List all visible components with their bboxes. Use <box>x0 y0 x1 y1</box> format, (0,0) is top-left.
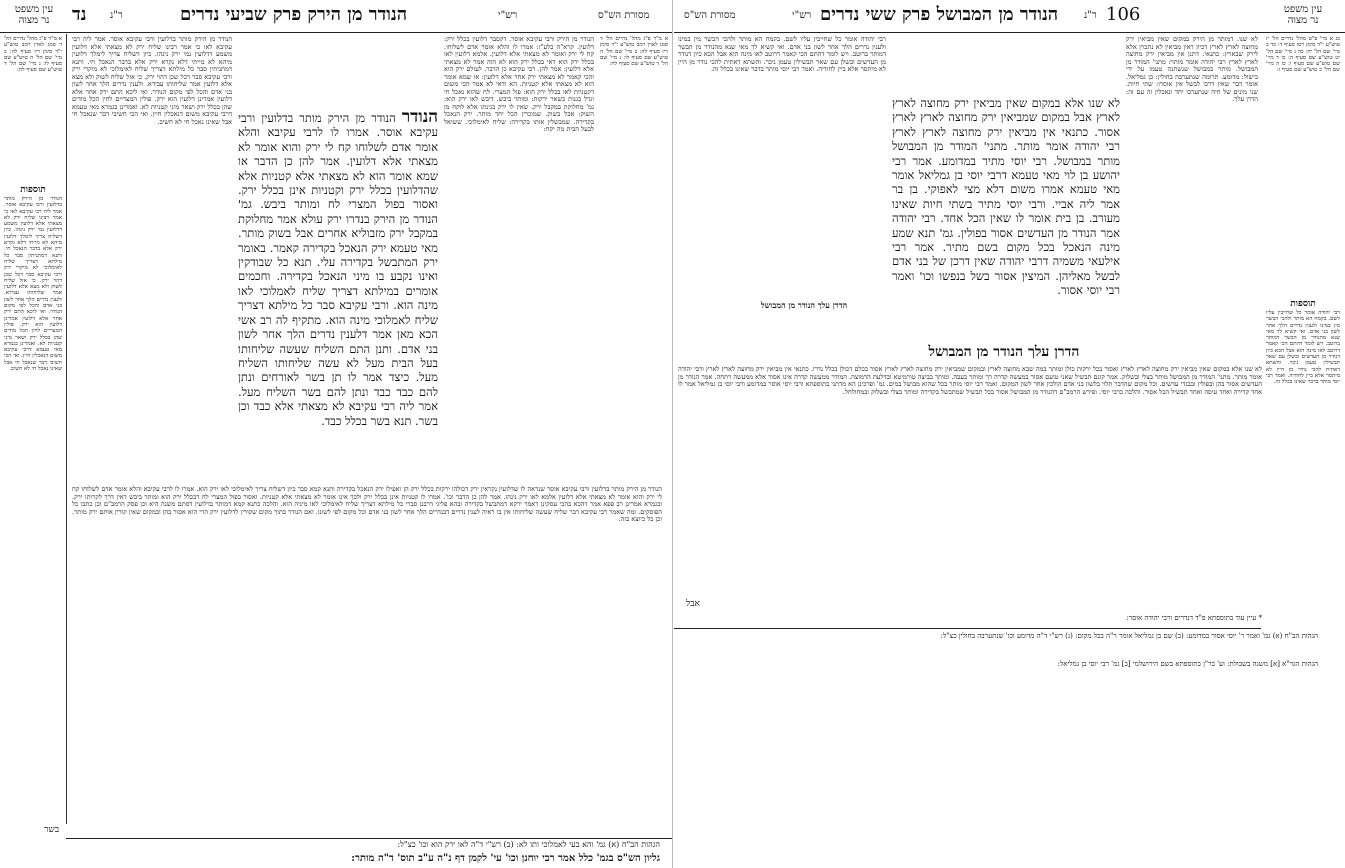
footer-gilyon: גליון הש"ס בגמ' כלל אמר רבי יוחנן וכו' עי' לקמן דף נ"ה ע"ב תוס' ד"ה מותר: <box>351 853 660 864</box>
ein-mishpat-label: עין משפט נר מצוה <box>1283 4 1323 26</box>
tosafot-label: תוספות <box>1290 299 1316 309</box>
lower-commentary <box>72 486 662 806</box>
gemara-block <box>238 107 438 480</box>
footer-gra: הגהות הגר"א [א] משנה בשבולת: וע' בר"ן בתוספתא בשם הירושלמי [ב] גמ' רבי יוסי בן גמליאל: <box>1057 660 1318 668</box>
ein-mishpat-label: עין משפט נר מצוה <box>14 4 54 26</box>
tosafot-text: רבי יהודה אומר כל שחייבין עליו לשם. בקמח הא מותר ולהכי הכשר מין במינו ולענין נדרים הלך אחר לשון בני אדם. ואי קשיא לך מאי שנא מהנודר מן הבשר דמותר ברוטב. ויש לומר דהתם הכי קאמר דרוטב לאו מינה הוא אבל הכא כיון דנודר מן העדשים ובשלן עם שאר תבשילין טעמן ניכר. והשתא דאתית להכי נודר מן היין לא מיתסר אלא ביין לחודיה. ואמר רבי יוסי מותר בדבר שאינו בכלל זה. <box>678 35 886 73</box>
tosafot-column <box>72 36 232 476</box>
tosafot-text: הנודר מן הירק מותר בדלועין ורבי עקיבא אוסר. אמר ליה רבי עקיבא לאו כי אמר רבינו שליח ירק לא מצאתי אלא דלועין משמע דדלועין נמי ירק נינהו. כיון דשליח צריך לימלך דלועין מיהא לא מייתי דלא נקרא ירק אלא בדבר הנאכל חי. ותנא דמתניתין סבר כל מילתא דצריך שליח לאימלוכי לא מיקרי ירק ורבי עקיבא סבר דכל שכן דהוי ירק. כי אזל שליח לשוק ולא מצא אלא דלועין אמר שליחותו עבידא. ולענין נדרים הלך אחר לשון בני אדם והכל לפי מקום הנודר. ואי ליכא התם ירק אחר אלא דלועין אמרינן דלועין הוא ירק. פולין המצריים לחין הכל מודים שהן בכלל ירק ושאר מיני קטניות לא. ואמרינן בגמרא מאי טעמא דרבי עקיבא משום דנאכלין חיין. ואי הכי חשיבי דבר שנאכל חי אבל שאינו נאכל חי לא חשיב. <box>72 35 232 126</box>
masoret-label: מסורת הש"ס <box>684 10 736 21</box>
chapter-title: הנודר מן המבושל פרק ששי נדרים <box>820 4 1059 25</box>
daf-label: נד <box>72 4 87 25</box>
footnote: * עיין עוד בתוספתא פ"ד דנדרים ורבי יהודה אוסר: <box>1126 614 1262 622</box>
tosafot-column <box>678 36 886 316</box>
amud-label: ר"נ <box>110 10 123 21</box>
masoret-column <box>600 36 668 476</box>
tosafot-label: תוספות <box>20 185 46 195</box>
footer-rule <box>66 838 672 839</box>
amud-label: ר"נ <box>1084 10 1097 21</box>
tosafot-margin-text: הנודר מן הירק מותר בדלועין ורבי עקיבא אוסר. אמר ליה רבי עקיבא לאו כי אמר רבינו שליח ירק לא מצאתי אלא דלועין משמע דדלועין נמי ירק נינהו. כיון דשליח צריך לימלך דלועין מיהא לא מייתי דלא נקרא ירק אלא בדבר הנאכל חי. ותנא דמתניתין סבר כל מילתא דצריך שליח לאימלוכי לא מיקרי ירק ורבי עקיבא סבר דכל שכן דהוי ירק. כי אזל שליח לשוק ולא מצא אלא דלועין אמר שליחותו עבידא. ולענין נדרים הלך אחר לשון בני אדם והכל לפי מקום הנודר. ואי ליכא התם ירק אחר אלא דלועין אמרינן דלועין הוא ירק. פולין המצריים לחין הכל מודים שהן בכלל ירק ושאר מיני קטניות לא. ואמרינן בגמרא מאי טעמא דרבי עקיבא משום דנאכלין חיין. ואי הכי חשיבי דבר שנאכל חי אבל שאינו נאכל חי לא חשיב. <box>4 196 62 373</box>
tosafot-margin-text: רבי יהודה אומר כל שחייבין עליו לשם. בקמח הא מותר ולהכי הכשר מין במינו ולענין נדרים הלך אחר לשון בני אדם. ואי קשיא לך מאי שנא מהנודר מן הבשר דמותר ברוטב. ויש לומר דהתם הכי קאמר דרוטב לאו מינה הוא אבל הכא כיון דנודר מן העדשים ובשלן עם שאר תבשילין טעמן ניכר. והשתא דאתית להכי נודר מן היין לא מיתסר אלא ביין לחודיה. ואמר רבי יוסי מותר בדבר שאינו בכלל זה. <box>1266 310 1340 386</box>
lower-commentary-text: לא שנו אלא במקום שאין מביאין ירק מחוצה לארץ לארץ ואסור בכל ירקות כולן ומותר במה שבא מחוצה לארץ ובמקום שמביאין ירק מחוצה לארץ לארץ אסור בכלם דכולן בכלל נדרו. כתנאי אין מביאין ירק מחוצה לארץ לארץ ורבי יהודה אומר מותר. מתני' המודר מן המבושל מותר בצלי ובשלוק. אמר קונם תבשיל שאני טועם אסור במעשה קדרה רך ומותר בעבה. ומותר בביצה טורמיטא ובדלעת הרמוצה. המודר ממעשה קדרה אינו אסור אלא ממעשה רתחה. אמר הנודר מן העדשים אסור בהן ובפולין ובבגדי עדשים. וכל מקום שהדבר תלוי בלשון בני אדם הולכין אחר לשון המקום. ואמר רבי יוסי מותר בכל שהוא מבושל במים. גמ' ופרכינן הא מדתני בתוספתא ורבי יוסי אוסר במדומע ורבי יוסי בן גמליאל אמר לו אחד קדירה ואחד עיסה ואחד תבשיל הכל אסור. והלכה כרבי יוסי. ופירש הרמב"ם דהנודר מן המבושל אסור בכל תבשיל שמתבשל בקדירה ומותר בצלי ובשלוק ובמחולחל. <box>678 365 1262 396</box>
right-page <box>674 0 1345 868</box>
chapter-title: הנודר מן הירק פרק שביעי נדרים <box>180 4 408 25</box>
gemara-text: הנודר מן הירק מותר בדלועין ורבי עקיבא אוסר. אמרו לו לרבי עקיבא והלא אומר אדם לשלוחו קח לי ירק והוא אומר לא מצאתי אלא דלועין. אמר להן כן הדבר או שמא אומר הוא לא מצאתי אלא קטניות אלא שהדלועין בכלל ירק וקטניות אינן בכלל ירק. ואסור בפול המצרי לח ומותר ביבש. גמ' הנודר מן הירק בנדרו ירק עולא אמר מחלוקת במקבל ירק מזבוליא אחרים אבל בשוק מותר. מאי טעמא ירק הנאכל בקדירה קאמר. באומר ירק המתבשל בקדירה עלי. תנא כל שבודקין ואינו נקבע בו מיני הנאכל בקדירה. וחכמים אומרים במילתא דצריך שליח לאמלוכי לאו מינה הוא. ורבי עקיבא סבר כל מילתא דצריך שליח לאמלוכי מינה הוא. מתקיף לה רב אשי הכא מאן אמר דלענין נדרים הלך אחר לשון בני אדם. ותנן התם השליח שעשה שליחותו בעל הבית מעל לא עשה שליחותו השליח מעל. כיצד אמר לו תן בשר לאורחים ונתן להם כבד כבד ונתן להם בשר השליח מעל. אמר ליה רבי עקיבא לא מצאתי אלא כבד וכן בשר. תנא בשר בכלל כבד. <box>238 111 438 428</box>
margin-divider <box>66 34 67 824</box>
gemara-opening-word: הנודר <box>401 107 438 127</box>
right-header <box>674 4 1345 34</box>
rashi-column <box>1126 36 1258 316</box>
hadran-small: הדרן עלך הנודר מן המבושל <box>760 300 848 310</box>
gemara-block <box>892 96 1120 336</box>
footer-rule <box>674 628 1261 629</box>
left-header <box>0 4 672 34</box>
gemara-text: לא שנו אלא במקום שאין מביאין ירק מחוצה לארץ לארץ אבל במקום שמביאין ירק מחוצה לארץ לארץ אסור. כתנאי אין מביאין ירק מחוצה לארץ לארץ רבי יהודה אומר מותר. מתני' המודר מן המבושל מותר במבושל. רבי יוסי מתיר במדומע. אמר רבי יהושע בן לוי מאי טעמא דרבי יוסי בן גמליאל אומר מאי טעמא אמרו משום דלא מצי לאפוקי. בן בר אמר ליה אביי. ורבי יוסי מתיר בשתי חיות שאינו מעורב. בן בית אומר לו שאין הכל אחד. רבי יהודה אמר הנודר מן העדשים אסור בפולין. גמ' תנא שמע מינה הנאכל בכל מקום בשם מתיר. אמר רבי אילעאי משמיה דרבי יהודה שאין דרכן של בני אדם לבשל מאליהן. המיצין אסור בשל בנפשו וכו' ואמר רבי יוסי אסור. <box>892 96 1120 298</box>
ein-mishpat-text: א מ"ר פ"ג מהל' נדרים הל' ד סמג לאוין רמב טוש"ע י"ד סימן ריז סעיף לה: ב מיי' שם הל' ה טוש"ע שם סעיף לו: ג מיי' שם הל' ד טוש"ע שם סעיף לח: <box>4 36 62 74</box>
lower-commentary <box>678 366 1262 594</box>
tosafot-margin-column <box>1266 310 1340 386</box>
tosafot-margin-column <box>4 196 62 816</box>
catchword: אבל <box>686 599 700 609</box>
catchword: בשר <box>44 825 60 835</box>
ein-mishpat-column <box>4 36 62 176</box>
header-rule <box>674 32 1345 33</box>
rashi-text: לא שנו. דמותר מן הירק במקום שאין מביאין ירק מחוצה לארץ לארץ דכיון דאין מביאין לא נתכוין אלא לירק שבארץ: כתנאי. דתנן אין מביאין ירק מחוצה לארץ לארץ רבי יהודה אומר מותר: מתני' המודר מן המבושל. מותר במבושל שנשתנה טעמו על ידי בישול: מדומע. תרומה שנתערבה בחולין: בן גמליאל. אומר דבר שאין דרכו לבשל אין אוסרו: שתי חיות. שני מינים של חיה שנתערבו יחד ונאכלין זה עם זה: הדרן עלך. <box>1126 35 1258 103</box>
footer-haghot: הגהות הב"ח (א) גמ' והא בעי לאמלוכי ותו לא: (ב) רש"י ד"ה לאו ירק הוא וכו' כצ"ל: <box>397 840 660 849</box>
footer-haghot: הגהות הב"ח (א) גמ' ואמר ר' יוסי אסור במדומע: (ב) שם בן גמליאל אומר ר"ה בכל מקום: (ג) רש"י ד"ה מדומע וכו' שנתערבה בחולין כצ"ל: <box>940 632 1318 640</box>
masoret-text: א מ"ר פ"ג מהל' נדרים הל' ד סמג לאוין רמב טוש"ע י"ד סימן ריז סעיף לה: ב מיי' שם הל' ה טוש"ע שם סעיף לו: ג מיי' שם הל' ד טוש"ע שם סעיף לח: <box>600 36 668 68</box>
ein-mishpat-text: כג א מיי' פ"ט מהל' נדרים הל' יז טוש"ע י"ד סימן רטז סעיף ד: כד ב מיי' שם הל' יח: כה ג מיי' שם הל' יט טוש"ע שם סעיף ה: כו ד מיי' שם טוש"ע שם סעיף ו: כז ה מיי' שם הל' כ טוש"ע שם סעיף ז: <box>1266 36 1340 74</box>
ein-mishpat-column <box>1266 36 1340 286</box>
rashi-text: הנודר מן הירק ורבי עקיבא אוסר. דקסבר דלועין בכלל ירק: דלועין. קרא"ה בלע"ז: אמרו לו והלא אומר אדם לשלוחו. קח לי ירק ואומר לא מצאתי אלא דלועין. אלמא דלועין לאו בכלל ירק הוא דאי בכלל ירק הוא לא הוה אמר לא מצאתי אלא דלועין: אמר להן. רבי עקיבא כן הדבר. לעולם ירק הוא והכי קאמר לא מצאתי ירק אחר אלא דלועין: או שמא אומר הוא לא מצאתי אלא קטניות. הא ודאי לא אמר הכי משום דקטניות לאו בכלל ירק הוא: פול המצרי. לח שהוא נאכל חי וגדל בגנות כשאר ירקות: ומותר ביבש. דיבש לאו ירק הוא: גמ' מחלוקת במקבל ירק. שאין לו ירק בגינתו אלא לוקח מן השוק: אבל בשוק. שמוכרין הכל יחד מותר. ירק הנאכל בקדירה. שמבשלין אותו בקדירה: שליח לאימלוכי. ששואל לבעל הבית מה יקח: <box>444 35 594 133</box>
rashi-column <box>444 36 594 476</box>
lower-commentary-text: הנודר מן הירק מותר בדלועין ורבי עקיבא אוסר שנראה לו שדלועין נקראין ירק דכולהו ירקות בכלל ירק הן ואפילו ירק הנאכל בקדירה ותנא קמא סבר כיון דשליח צריך לאימלוכי לאו ירק הוא. אמרו לו לרבי עקיבא והלא אומר אדם לשלוחו קח לי ירק והוא אומר לא מצאתי אלא דלועין אלמא לאו ירק נינהו. אמר להן כן הדבר וכו'. אמרו לו קטניות אינן בכלל ירק ולכך אינו אומר לא מצאתי אלא קטניות. ואסור בפול המצרי לח דבכלל ירק הוא ומותר ביבש דאין דרך לקרותו ירק. ובגמרא אמרינן רב פפא אמר דהכא בהכי עסקינן דאמר ירקא דמתבשל בקדירה ובהא פליגי דרבנן סברי כל מילתא דצריך שליח לאימלוכי לאו מיניה הוא. והלכה כתנא קמא דמותר בדלועין דסתם משנה היא וכן פסק הרמב"ם וכן כתבו כל הפוסקים. ומה שאמר רבי עקיבא דבר שליח שעשה שליחותו אין בו ראיה לענין נדרים דבנדרים הלך אחר לשון בני אדם וכל מקום לפי לשונו. ואם הנודר בתוך מקום שקורין לדלועין ירק הרי הוא אסור בהן ובמקום שאין קורין אותם ירק מותר. וכן כל כיוצא בזה. <box>72 485 662 523</box>
header-rule <box>0 32 672 33</box>
hadran-title: הדרן עלך הנודר מן המבושל <box>928 344 1080 360</box>
rashi-label: רש"י <box>792 10 812 21</box>
masoret-label: מסורת הש"ס <box>598 10 650 21</box>
rashi-label: רש"י <box>498 10 518 21</box>
page-number: 106 <box>1106 4 1141 25</box>
